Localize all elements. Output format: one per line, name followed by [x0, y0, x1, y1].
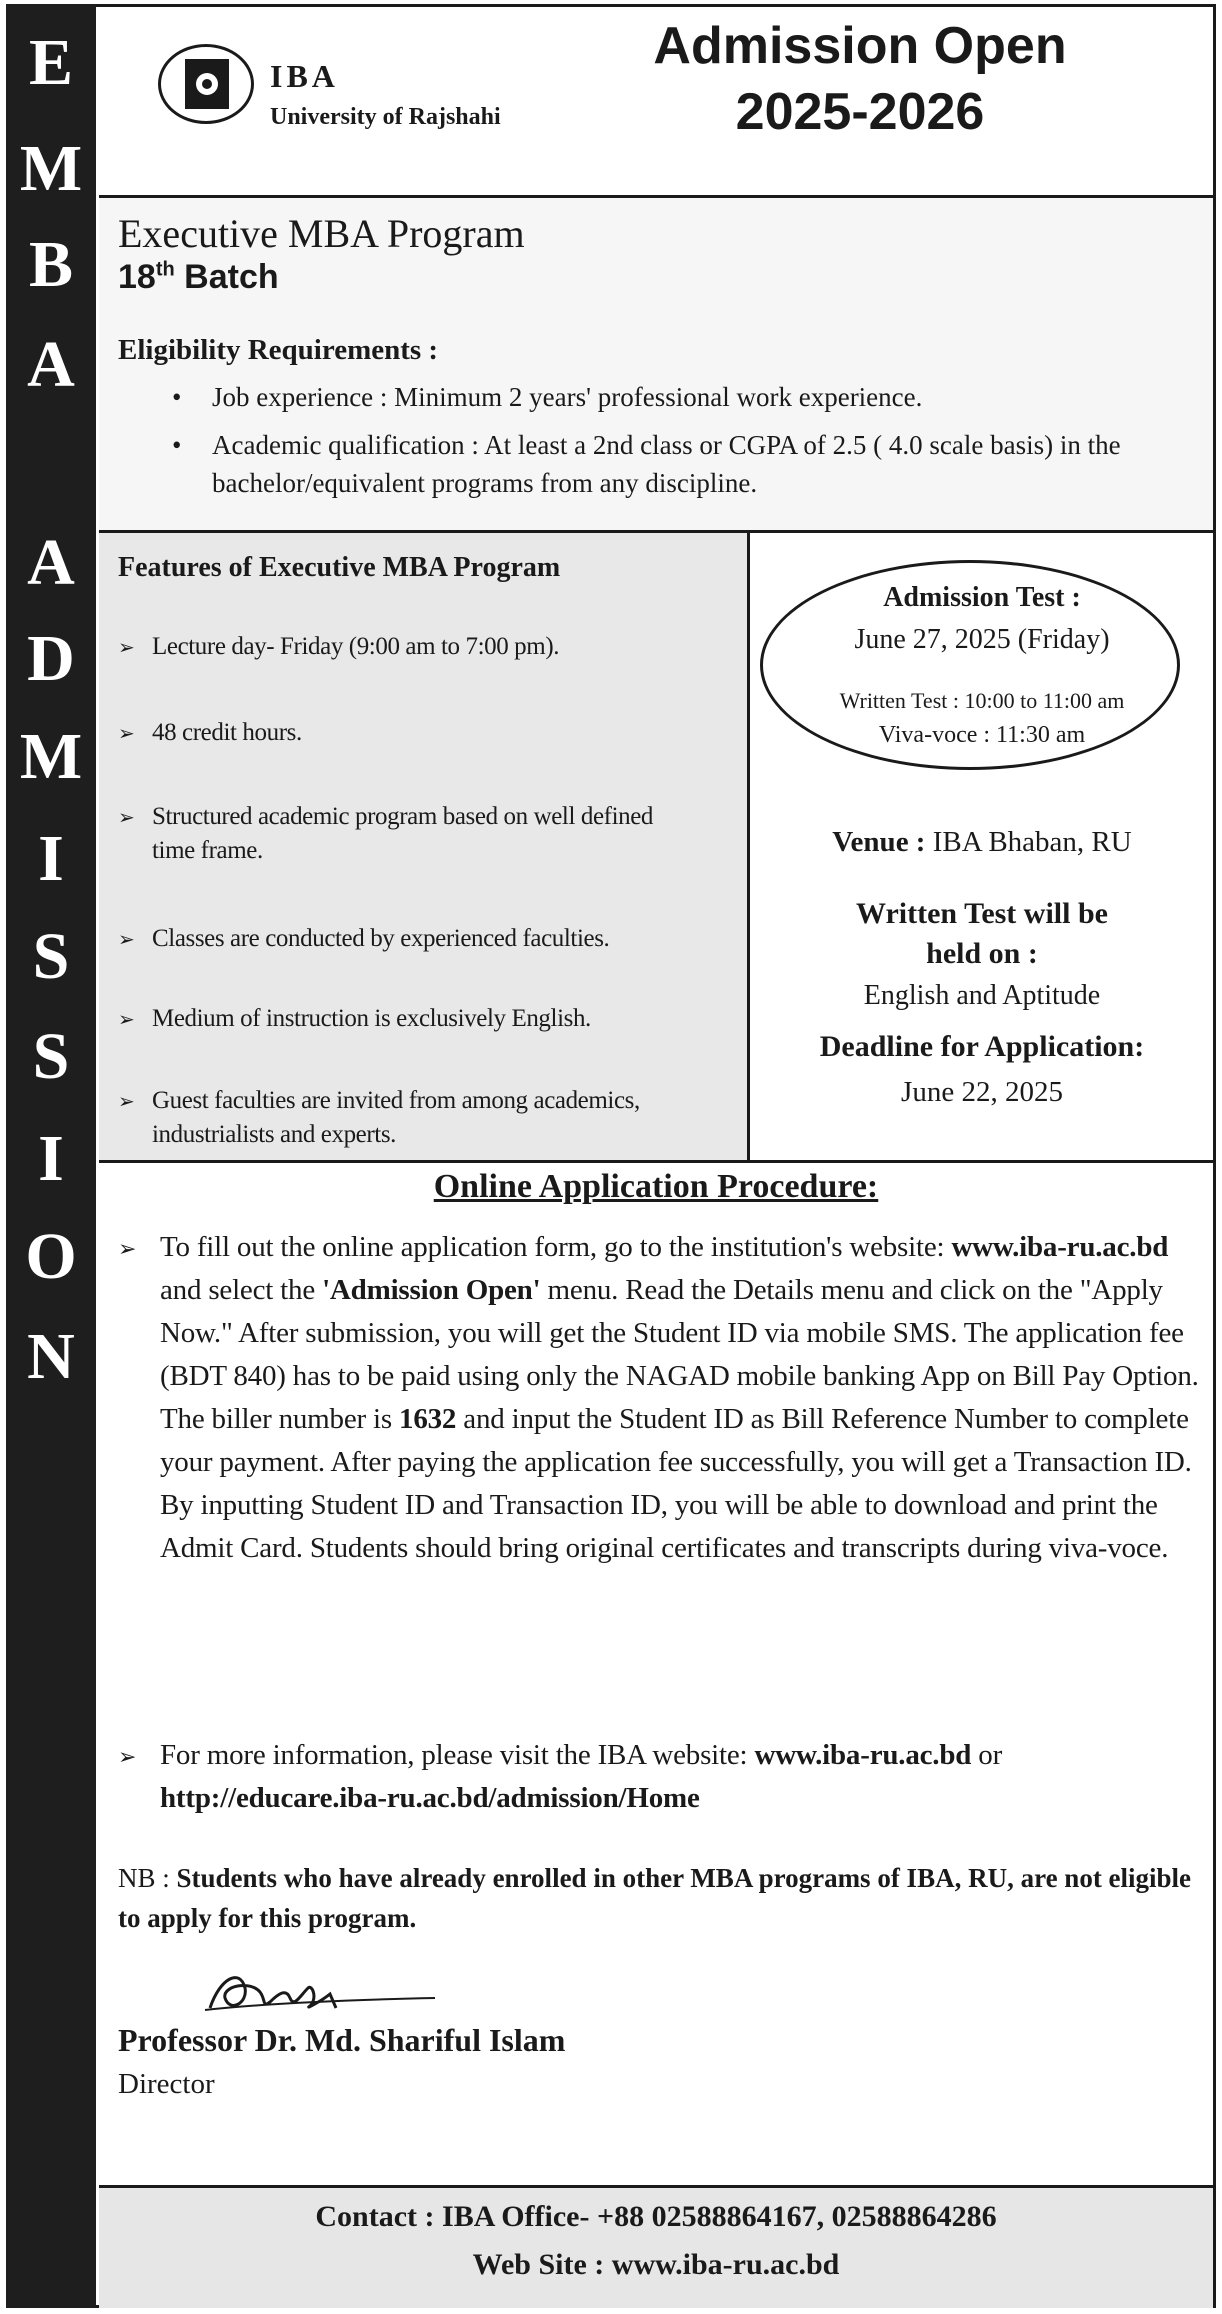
- educare-link[interactable]: http://educare.iba-ru.ac.bd/admission/Home: [160, 1782, 700, 1814]
- program-title: Executive MBA Program: [118, 211, 525, 256]
- deadline-label: Deadline for Application:: [819, 1030, 1145, 1063]
- banner-letter: A: [27, 328, 75, 401]
- procedure-step: ➢ For more information, please visit the IBA website: www.iba-ru.ac.bd or http://educare.iba-ru.ac.bd/admission/Home: [118, 1734, 1208, 1820]
- banner-letter: I: [38, 1122, 64, 1195]
- list-item: ➢ Classes are conducted by experienced faculties.: [118, 922, 738, 956]
- procedure-step: ➢ To fill out the online application form, go to the institution's website: www.iba-ru.ac.bd and select the 'Admission Open' menu. Read the Details menu and click on the "Apply Now." After submission, you will get the Student ID via mobile SMS. The application fee (BDT 840) has to be paid using only the NAGAD mobile banking App on Bill Pay Option. The biller number is 1632 and input the Student ID as Bill Reference Number to complete your payment. After paying the application fee successfully, you will get a Transaction ID. By inputting Student ID and Transaction ID, you will be able to download and print the Admit Card. Students should bring original certificates and transcripts during viva-voce.: [118, 1226, 1208, 1570]
- banner-letter: I: [38, 822, 64, 895]
- signatory-name: Professor Dr. Md. Shariful Islam: [118, 2022, 566, 2058]
- banner-letter: N: [27, 1320, 75, 1393]
- banner-letter: S: [32, 1020, 70, 1093]
- side-banner: [6, 4, 96, 2308]
- arrow-bullet-icon: ➢: [118, 927, 135, 951]
- arrow-bullet-icon: ➢: [118, 721, 135, 745]
- list-item: ➢ Medium of instruction is exclusively English.: [118, 1002, 738, 1036]
- website-link[interactable]: www.iba-ru.ac.bd: [951, 1231, 1169, 1263]
- nb-note: NB : Students who have already enrolled in other MBA programs of IBA, RU, are not eligible to apply for this program.: [118, 1863, 1192, 1933]
- admission-open-heading: Admission Open: [653, 17, 1067, 75]
- test-subjects: English and Aptitude: [863, 980, 1101, 1011]
- divider: [99, 1160, 1213, 1163]
- logo-acronym: IBA: [270, 58, 339, 94]
- iba-logo-icon: [158, 44, 254, 124]
- signature-image: [200, 1958, 440, 2028]
- venue: Venue : IBA Bhaban, RU: [832, 826, 1132, 858]
- deadline-date: June 22, 2025: [901, 1076, 1063, 1108]
- footer-website: Web Site : www.iba-ru.ac.bd: [472, 2248, 840, 2281]
- features-title: Features of Executive MBA Program: [118, 552, 561, 583]
- banner-letter: E: [28, 26, 74, 99]
- procedure-title: Online Application Procedure:: [433, 1168, 879, 1205]
- eligibility-list: [150, 378, 1210, 512]
- banner-letter: M: [19, 132, 83, 205]
- website-link[interactable]: www.iba-ru.ac.bd: [754, 1739, 972, 1771]
- arrow-bullet-icon: ➢: [118, 1089, 135, 1113]
- arrow-bullet-icon: ➢: [118, 1237, 137, 1262]
- banner-letter: D: [27, 622, 75, 695]
- arrow-bullet-icon: ➢: [118, 1007, 135, 1031]
- banner-letter: S: [32, 920, 70, 993]
- institution-name: University of Rajshahi: [270, 104, 501, 130]
- written-test-time: Written Test : 10:00 to 11:00 am: [839, 688, 1125, 713]
- admission-test-date: June 27, 2025 (Friday): [854, 624, 1110, 655]
- arrow-bullet-icon: ➢: [118, 805, 135, 829]
- batch-label: 18th Batch: [118, 258, 279, 296]
- divider: [747, 533, 750, 1161]
- signatory-title: Director: [118, 2068, 215, 2100]
- arrow-bullet-icon: ➢: [118, 635, 135, 659]
- contact-info: Contact : IBA Office- +88 02588864167, 02588864286: [315, 2200, 997, 2233]
- list-item: • Job experience : Minimum 2 years' professional work experience.: [172, 382, 923, 412]
- arrow-bullet-icon: ➢: [118, 1745, 137, 1770]
- list-item: ➢ Lecture day- Friday (9:00 am to 7:00 pm).: [118, 630, 738, 664]
- list-item: ➢ Guest faculties are invited from among academics, industrialists and experts.: [118, 1084, 738, 1152]
- list-item: • Academic qualification : At least a 2nd class or CGPA of 2.5 ( 4.0 scale basis) in the bachelor/equivalent programs from any discipline.: [172, 430, 1121, 498]
- list-item: ➢ 48 credit hours.: [118, 716, 738, 750]
- viva-voce-time: Viva-voce : 11:30 am: [878, 722, 1086, 748]
- banner-letter: M: [19, 720, 83, 793]
- banner-letter: A: [27, 526, 75, 599]
- banner-letter: O: [25, 1220, 77, 1293]
- written-test-heading: Written Test will be held on :: [856, 897, 1108, 970]
- session-heading: 2025-2026: [735, 83, 985, 141]
- banner-letter: B: [28, 228, 74, 301]
- admission-test-title: Admission Test :: [883, 582, 1081, 613]
- list-item: ➢ Structured academic program based on well defined time frame.: [118, 800, 738, 868]
- eligibility-title: Eligibility Requirements :: [118, 334, 439, 366]
